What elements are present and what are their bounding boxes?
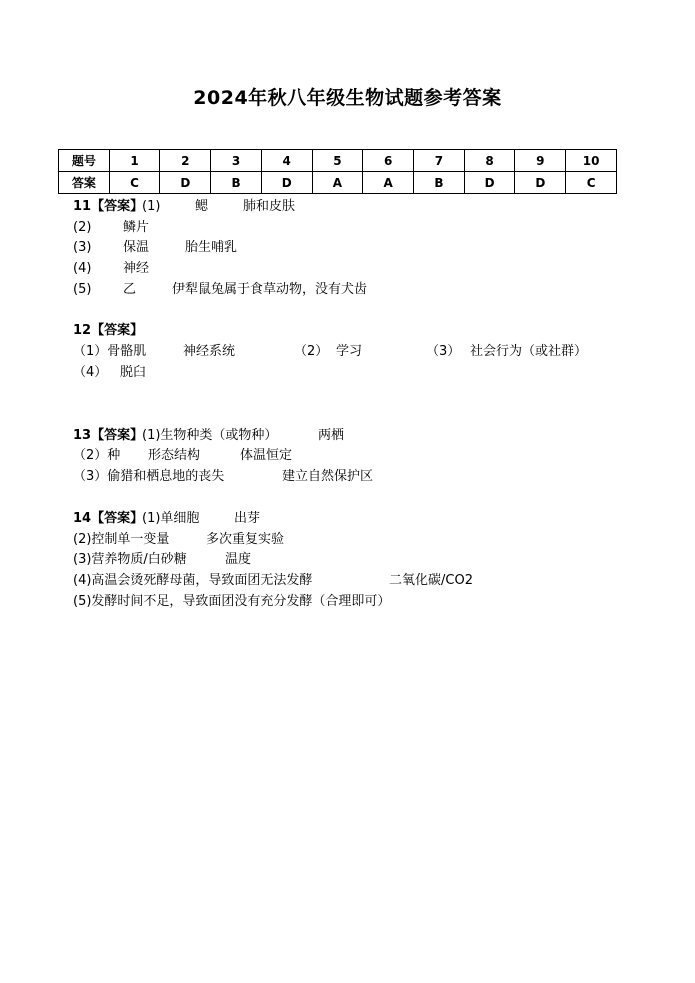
question-number: 3: [211, 150, 262, 172]
table-header-label: 题号: [59, 150, 110, 172]
q13-heading: 13【答案】: [73, 428, 144, 443]
q14-line-5: (5)发酵时间不足，导致面团没有充分发酵（合理即可）: [73, 594, 391, 609]
answer-cell: D: [515, 172, 566, 194]
table-answer-label: 答案: [59, 172, 110, 194]
answer-table: [58, 149, 617, 194]
q14-line-2: (2)控制单一变量 多次重复实验: [73, 532, 285, 547]
table-row: [59, 150, 617, 172]
q13-line-1: 13【答案】(1)生物种类（或物种） 两栖: [73, 428, 345, 443]
answer-cell: D: [261, 172, 312, 194]
answer-cell: A: [312, 172, 363, 194]
question-number: 6: [363, 150, 414, 172]
q12-line-2: （4） 脱臼: [73, 365, 147, 380]
q11-heading: 11【答案】: [73, 199, 144, 214]
q13-line-2: （2）种 形态结构 体温恒定: [73, 448, 293, 463]
answer-cell: B: [414, 172, 465, 194]
answer-cell: D: [160, 172, 211, 194]
answer-cell: A: [363, 172, 414, 194]
q14-line-4: (4)高温会烫死酵母菌，导致面团无法发酵 二氧化碳/CO2: [73, 573, 473, 588]
q14-line-1: 14【答案】(1)单细胞 出芽: [73, 511, 261, 526]
question-number: 9: [515, 150, 566, 172]
answer-cell: D: [464, 172, 515, 194]
q11-line-4: (4) 神经: [73, 261, 150, 276]
question-number: 4: [261, 150, 312, 172]
page-title: 2024年秋八年级生物试题参考答案: [193, 87, 502, 109]
answer-cell: C: [109, 172, 160, 194]
question-number: 7: [414, 150, 465, 172]
q12-line-1: （1）骨骼肌 神经系统 （2） 学习 （3） 社会行为（或社群）: [73, 344, 588, 359]
q11-line-5: (5) 乙 伊犁鼠兔属于食草动物，没有犬齿: [73, 282, 368, 297]
q11-line-1: 11【答案】(1) 鳃 肺和皮肤: [73, 199, 296, 214]
q12-heading: 12【答案】: [73, 323, 144, 338]
q14-heading: 14【答案】: [73, 511, 144, 526]
question-number: 8: [464, 150, 515, 172]
answer-cell: B: [211, 172, 262, 194]
table-row: [59, 172, 617, 194]
question-number: 5: [312, 150, 363, 172]
q13-line-3: （3）偷猎和栖息地的丧失 建立自然保护区: [73, 469, 374, 484]
q14-line-3: (3)营养物质/白砂糖 温度: [73, 552, 252, 567]
question-number: 1: [109, 150, 160, 172]
answer-cell: C: [566, 172, 617, 194]
question-number: 10: [566, 150, 617, 172]
q11-line-2: (2) 鳞片: [73, 220, 150, 235]
question-number: 2: [160, 150, 211, 172]
q11-line-3: (3) 保温 胎生哺乳: [73, 240, 238, 255]
